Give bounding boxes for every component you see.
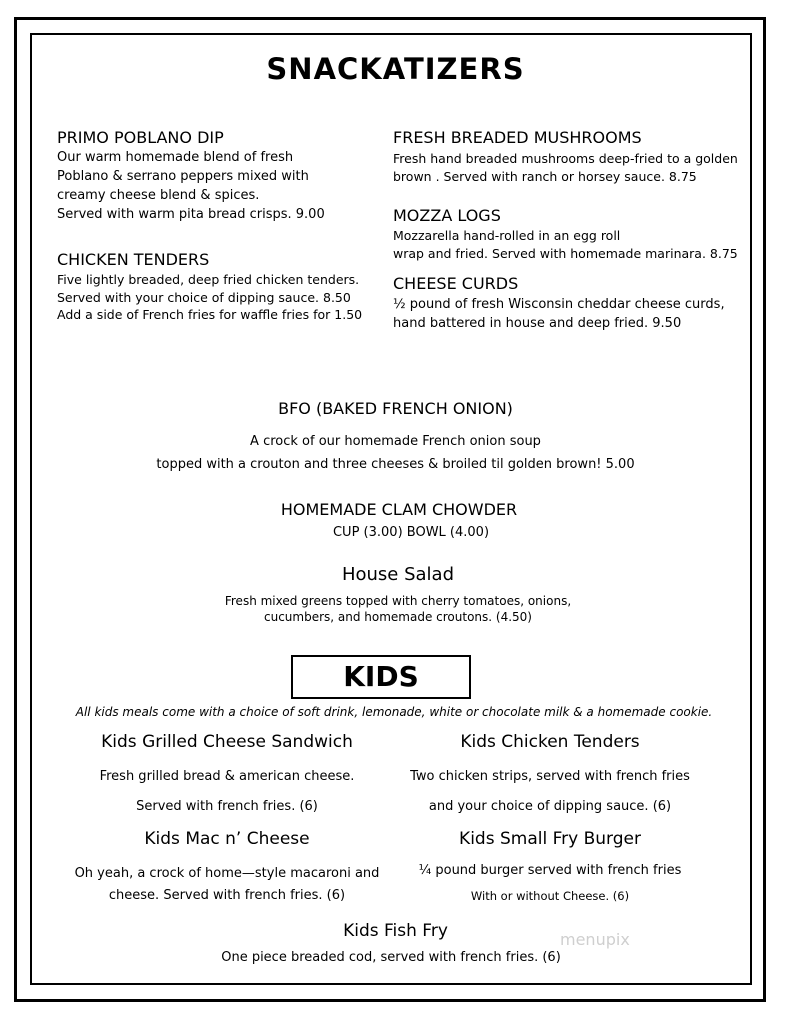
item-desc-line: ½ pound of fresh Wisconsin cheddar cheese curds, bbox=[393, 297, 725, 312]
item-price: CUP (3.00) BOWL (4.00) bbox=[332, 525, 490, 540]
item-name: Kids Small Fry Burger bbox=[459, 829, 641, 849]
item-name: Kids Fish Fry bbox=[343, 921, 448, 941]
item-name: CHICKEN TENDERS bbox=[57, 250, 210, 269]
item-desc-line: Two chicken strips, served with french fries bbox=[410, 769, 690, 784]
watermark: menupix bbox=[560, 930, 630, 949]
item-desc-line: Fresh grilled bread & american cheese. bbox=[99, 769, 355, 784]
item-name: Kids Grilled Cheese Sandwich bbox=[101, 732, 353, 752]
item-desc-line: With or without Cheese. (6) bbox=[470, 889, 630, 903]
item-desc-line: wrap and fried. Served with homemade marinara. 8.75 bbox=[393, 246, 738, 261]
page-title: SNACKATIZERS bbox=[266, 52, 525, 86]
item-name: HOMEMADE CLAM CHOWDER bbox=[280, 500, 518, 519]
item-desc-line: Served with your choice of dipping sauce. 8.50 bbox=[57, 290, 351, 305]
item-desc-line: One piece breaded cod, served with french fries. (6) bbox=[221, 950, 561, 965]
item-desc-line: Served with french fries. (6) bbox=[136, 799, 318, 814]
item-name: FRESH BREADED MUSHROOMS bbox=[393, 128, 642, 147]
item-desc-line: Our warm homemade blend of fresh bbox=[57, 150, 294, 165]
item-desc-line: topped with a crouton and three cheeses & broiled til golden brown! 5.00 bbox=[156, 457, 635, 472]
kids-note: All kids meals come with a choice of soft drink, lemonade, white or chocolate milk & a homemade cookie. bbox=[75, 705, 713, 719]
item-name: Kids Mac n’ Cheese bbox=[144, 829, 310, 849]
item-desc-line: ¼ pound burger served with french fries bbox=[418, 863, 682, 878]
item-desc-line: Served with warm pita bread crisps. 9.00 bbox=[57, 207, 325, 222]
item-name: Kids Chicken Tenders bbox=[460, 732, 640, 752]
item-desc-line: Fresh hand breaded mushrooms deep-fried to a golden bbox=[393, 151, 738, 166]
item-desc-line: A crock of our homemade French onion soup bbox=[250, 434, 541, 449]
item-name: CHEESE CURDS bbox=[393, 274, 519, 293]
item-name: House Salad bbox=[341, 564, 455, 585]
item-desc-line: Mozzarella hand-rolled in an egg roll bbox=[393, 228, 621, 243]
item-desc-line: Oh yeah, a crock of home—style macaroni and bbox=[74, 866, 380, 881]
item-name: MOZZA LOGS bbox=[393, 206, 501, 225]
item-desc-line: creamy cheese blend & spices. bbox=[57, 188, 260, 203]
item-name: BFO (BAKED FRENCH ONION) bbox=[278, 399, 513, 418]
item-desc-line: Poblano & serrano peppers mixed with bbox=[57, 169, 309, 184]
item-desc-line: cucumbers, and homemade croutons. (4.50) bbox=[263, 610, 532, 624]
item-name: PRIMO POBLANO DIP bbox=[57, 128, 224, 147]
item-desc-line: and your choice of dipping sauce. (6) bbox=[428, 799, 672, 814]
item-desc-line: hand battered in house and deep fried. 9.50 bbox=[393, 316, 682, 331]
item-desc-line: cheese. Served with french fries. (6) bbox=[108, 888, 346, 903]
kids-heading: KIDS bbox=[291, 655, 471, 699]
item-desc-line: Add a side of French fries for waffle fries for 1.50 bbox=[57, 307, 363, 322]
item-desc-line: brown . Served with ranch or horsey sauce. 8.75 bbox=[393, 169, 697, 184]
item-desc-line: Five lightly breaded, deep fried chicken tenders. bbox=[57, 272, 360, 287]
item-desc-line: Fresh mixed greens topped with cherry tomatoes, onions, bbox=[224, 594, 572, 608]
